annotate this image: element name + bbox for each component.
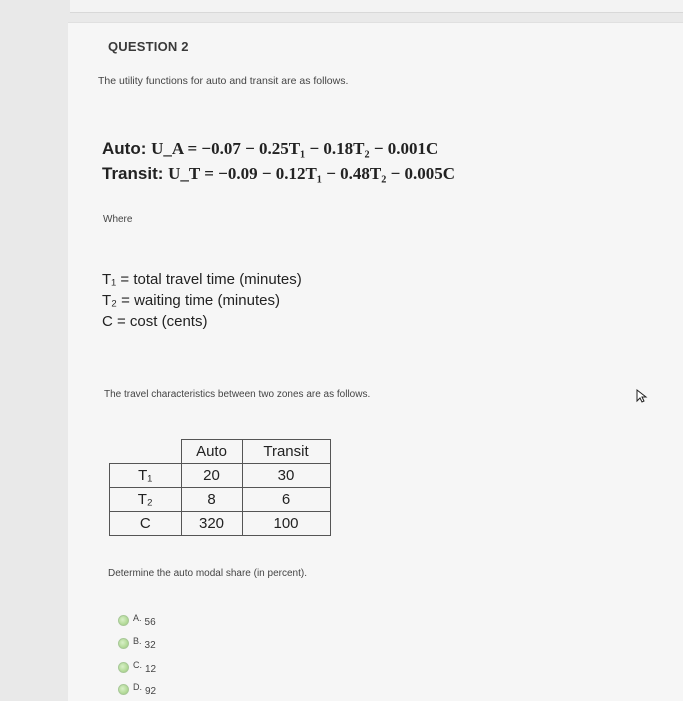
transit-formula: U_T = −0.09 − 0.12T₁ − 0.48T₂ − 0.005C <box>168 164 456 183</box>
table-row <box>110 488 331 512</box>
travel-intro: The travel characteristics between two zones are as follows. <box>104 389 371 400</box>
option-letter: C. <box>133 660 142 670</box>
transit-label: Transit: <box>102 164 164 183</box>
row-label: C <box>110 512 182 536</box>
radio-icon[interactable] <box>118 638 129 649</box>
auto-label: Auto: <box>102 139 147 158</box>
option-letter: A. <box>133 613 142 623</box>
auto-utility-equation <box>102 139 438 159</box>
option-letter: D. <box>133 682 142 692</box>
option-a[interactable] <box>118 613 156 628</box>
radio-icon[interactable] <box>118 684 129 695</box>
radio-icon[interactable] <box>118 662 129 673</box>
option-value: 32 <box>144 640 156 651</box>
table-cell: 100 <box>242 512 330 536</box>
travel-characteristics-table <box>109 439 331 536</box>
row-label: T₂ <box>110 488 182 512</box>
option-b[interactable] <box>118 636 156 651</box>
option-value: 92 <box>145 686 157 697</box>
option-value: 12 <box>145 664 157 675</box>
definition-c: C = cost (cents) <box>102 313 208 330</box>
previous-question-card <box>70 0 683 13</box>
row-label: T₁ <box>110 464 182 488</box>
table-corner <box>110 440 182 464</box>
where-label: Where <box>103 214 133 225</box>
column-header-transit: Transit <box>242 440 330 464</box>
table-cell: 320 <box>181 512 242 536</box>
table-cell: 20 <box>181 464 242 488</box>
variable-definitions <box>102 269 302 332</box>
table-row <box>110 512 331 536</box>
question-intro: The utility functions for auto and transit are as follows. <box>98 75 349 87</box>
mouse-cursor-icon <box>634 388 650 404</box>
column-header-auto: Auto <box>181 440 242 464</box>
transit-utility-equation <box>102 164 455 184</box>
definition-t2: T₂ = waiting time (minutes) <box>102 292 280 309</box>
table-cell: 8 <box>181 488 242 512</box>
auto-formula: U_A = −0.07 − 0.25T₁ − 0.18T₂ − 0.001C <box>151 139 439 158</box>
option-c[interactable] <box>118 660 156 675</box>
question-prompt: Determine the auto modal share (in percent). <box>108 568 307 579</box>
option-value: 56 <box>144 617 156 628</box>
radio-icon[interactable] <box>118 615 129 626</box>
definition-t1: T₁ = total travel time (minutes) <box>102 271 302 288</box>
table-row <box>110 464 331 488</box>
question-panel <box>68 22 683 701</box>
option-d[interactable] <box>118 682 156 697</box>
table-header-row <box>110 440 331 464</box>
option-letter: B. <box>133 636 142 646</box>
question-title: QUESTION 2 <box>108 39 189 54</box>
table-cell: 30 <box>242 464 330 488</box>
table-cell: 6 <box>242 488 330 512</box>
